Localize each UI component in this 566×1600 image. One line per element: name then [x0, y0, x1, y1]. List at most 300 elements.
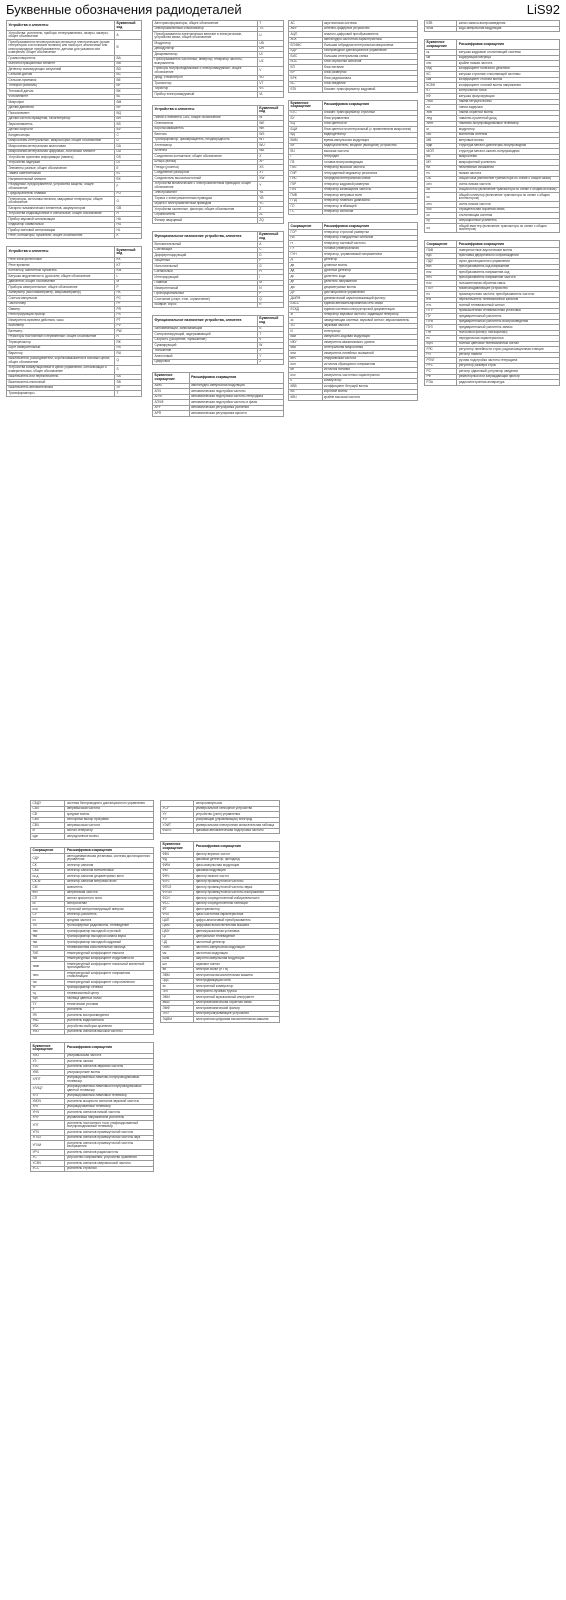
table-cell: ИКУ [289, 340, 323, 346]
table-cell: Y [257, 354, 283, 360]
table-cell: Индикатор символьный [7, 222, 115, 228]
table-row [7, 233, 142, 239]
table-cell: СМ [31, 885, 65, 891]
table-row [7, 197, 142, 206]
table-cell: Вольтметр [7, 323, 115, 329]
table-cell: электронно-лучевая трубка [194, 989, 280, 995]
column-header: Расшифровка сокращения [65, 847, 154, 854]
table-cell: ВУ [289, 143, 323, 149]
column-header: Буквенное сокращение [31, 1043, 65, 1053]
table-cell: кпд [425, 66, 457, 72]
table-cell: МУ [425, 160, 457, 166]
table-cell: СК [31, 863, 65, 869]
table-cell: СБДУ [31, 801, 65, 807]
table-cell: T [257, 332, 283, 338]
table-cell: Выключатель автоматический [7, 385, 115, 391]
table-cell: усилитель сигналов радиочастоты [65, 1150, 154, 1156]
table-cell: сверхвысокая частота [65, 806, 154, 812]
table-cell: ZQ [257, 218, 283, 224]
table-cell: ЦТ [161, 934, 194, 940]
table-cell: температурный коэффициент сопротивления [65, 980, 154, 986]
table-cell: эмос [161, 1000, 194, 1006]
table-cell: D [257, 253, 283, 259]
table-cell: головка универсальная [322, 246, 417, 252]
table-cell: RK [115, 340, 142, 346]
table-cell: тцп [31, 996, 65, 1002]
table-row [161, 828, 280, 834]
table-cell: приставка двухречевого сопровождения [457, 253, 560, 259]
table-cell: сигнал яркостного поля [65, 896, 154, 902]
table-cell: фильтр промежуточной частоты звука [194, 885, 280, 891]
table-cell: ткмп [31, 962, 65, 971]
table-row [153, 32, 284, 41]
table-cell: ФСИ [161, 896, 194, 902]
table-cell: WT [257, 137, 283, 143]
table-cell: Гнездо (розетка) [153, 165, 258, 171]
table-cell: АРЯ [153, 411, 190, 417]
table-cell: универсальное сенсорное устройство [194, 806, 280, 812]
table-cell: сдв [31, 834, 65, 840]
table-cell: SF [115, 385, 142, 391]
table-cell: промышленная телевизионная установка [457, 308, 560, 314]
table-cell: Счетчик импульсов [7, 296, 115, 302]
table-cell: отрицательная обратная связь [457, 207, 560, 213]
table-cell: нч [425, 171, 457, 177]
table-cell: Умножение [153, 348, 258, 354]
table-row [289, 395, 418, 401]
table-cell: ТВ [31, 923, 65, 929]
table-cell: устройство (узел) управления [194, 812, 280, 818]
table-cell: TS [257, 26, 283, 32]
table-cell: BA [115, 56, 142, 62]
table-cell: УЗ [31, 1059, 65, 1065]
table-cell: устройство выборки-хранения [65, 1024, 154, 1030]
table-cell: общая база (включение транзистора по схеме с общей базой) [457, 176, 560, 182]
table-cell: КФ [425, 94, 457, 100]
table-cell: Z [257, 207, 283, 213]
table-cell: УСВЧ [31, 1161, 65, 1167]
table-cell: SA [115, 374, 142, 380]
table-cell: положительная обратная связь [457, 281, 560, 287]
table-cell: управляемый напряжением усилитель [65, 1115, 154, 1121]
table-cell: генератор звуковой частоты; задающий генератор [322, 312, 417, 318]
table-cell: ГПД [289, 198, 323, 204]
table-cell: СУ [31, 912, 65, 918]
table-cell: лппт [425, 121, 457, 127]
table-cell: XW [257, 176, 283, 182]
table-cell: фильтр верхних частот [194, 852, 280, 858]
table-cell: операционный усилитель [457, 218, 560, 224]
table-cell: фильтр нижних частот [194, 874, 280, 880]
table-cell: шим [161, 956, 194, 962]
table-cell: Измерительный [153, 286, 258, 292]
table-cell: FU [115, 191, 142, 197]
table-cell: Г [289, 154, 323, 160]
table-cell: УЛПТ [31, 1075, 65, 1084]
table-cell: PT [115, 318, 142, 324]
table-cell: ксв [425, 77, 457, 83]
table-cell: микрофонный усилитель [457, 160, 560, 166]
table-cell: автоматическая подстройка частоты [189, 389, 283, 395]
table-cell: цветомузыкальная установка [194, 929, 280, 935]
table-cell: частотный детектор [194, 940, 280, 946]
table-cell: амплитудно-частотная характеристика [322, 37, 417, 43]
table-cell: ФИМ [161, 863, 194, 869]
table-cell: Z [257, 359, 283, 365]
table-cell: ЭЦВМ [161, 1017, 194, 1023]
table-cell: КС [425, 72, 457, 78]
table-cell: к [289, 378, 323, 384]
table-cell: унифицированный лампово-полупроводниковый телевизор [65, 1075, 154, 1084]
table-cell: Считающий [153, 247, 258, 253]
table-cell: ГКР [289, 182, 323, 188]
codes-table [152, 20, 284, 98]
table-cell: PF [115, 301, 142, 307]
table-cell: регулятор линейности строк; радиолокационная станция [457, 347, 560, 353]
table-cell: Датчик скорости [7, 127, 115, 133]
table-cell: селектор каналов дециметровых волн [65, 874, 154, 880]
table-cell: кнч [425, 61, 457, 67]
table-cell: ок [425, 193, 457, 202]
table-cell: блокинг-трансформатор кадровый [322, 87, 417, 93]
table-cell: X [257, 154, 283, 160]
table-cell: большая интегральная схема [322, 54, 417, 60]
table-cell: ПТУ [425, 308, 457, 314]
table-cell: твк [31, 940, 65, 946]
table-cell: преобразователь код-напряжение [457, 264, 560, 270]
table-cell: RS [115, 345, 142, 351]
abbreviations-table [30, 847, 154, 1036]
table-cell: трансформатор выходной канала звука [65, 934, 154, 940]
table-cell: МОП [425, 149, 457, 155]
table-cell: общий эмиттер (включение транзистора по схеме с общим эмиттером) [457, 224, 560, 233]
column-header: Расшифровка сокращения [189, 373, 283, 383]
table-row [425, 224, 560, 233]
table-row [153, 92, 284, 98]
table-cell: ручная подстройка частоты гетеродина [457, 358, 560, 364]
table-cell: УКВ [31, 1070, 65, 1076]
table-cell: чм [161, 951, 194, 957]
table-cell: Катушки индуктивности, дроссели; общее обозначение [7, 274, 115, 280]
table-cell: измеритель частотных характеристик [322, 373, 417, 379]
table-cell: Приборы полупроводниковые и электровакуумные; общее обозначение [153, 66, 258, 75]
table-cell: PV [115, 323, 142, 329]
table-cell: ГМВ [289, 193, 323, 199]
table-cell: селектор-усилитель [65, 912, 154, 918]
codes-table [6, 20, 142, 239]
table-cell: генератор тактовой частоты [322, 241, 417, 247]
column-header: Буквенное сокращение [161, 842, 194, 852]
table-cell: твз [31, 934, 65, 940]
table-cell: СВП [31, 817, 65, 823]
table-cell: УЭ [161, 817, 194, 823]
table-cell: единая система конструкторской документации [322, 307, 417, 313]
table-row [31, 1084, 154, 1093]
table-cell: пульт дистанционного управления [457, 259, 560, 265]
table-row [31, 834, 154, 840]
table-cell: генератор высокой частоты [322, 165, 417, 171]
table-cell: генератор, управляемый напряжением [322, 252, 417, 258]
abbreviations-table [30, 800, 154, 840]
table-cell: БИС [289, 54, 323, 60]
table-cell: генератор огибающей [322, 204, 417, 210]
table-cell: СВЧ [31, 806, 65, 812]
table-cell: Шунт измерительный [7, 345, 115, 351]
table-cell: Соединитель высокочастотный [153, 176, 258, 182]
table-header-row [425, 241, 560, 248]
table-cell: BF [115, 83, 142, 89]
table-cell: БС [289, 81, 323, 87]
table-cell: УПТ [31, 1121, 65, 1130]
table-cell: XS [257, 165, 283, 171]
table-cell: Микрофон [7, 100, 115, 106]
table-cell: УНТ [31, 1104, 65, 1110]
table-cell: Антенна [153, 148, 258, 154]
table-cell: UI [257, 52, 283, 58]
table-cell: енч [31, 890, 65, 896]
abbreviations-table [424, 20, 560, 32]
table-cell: видеоусилитель; входное (выходное) устройство [322, 143, 417, 149]
table-cell: ЭЛТ [161, 989, 194, 995]
brand-logo-text: LiS92 [526, 2, 560, 17]
table-cell: цифровая вычислительная машина [194, 923, 280, 929]
table-cell: система беспроводного дистанционного управления [65, 801, 154, 807]
table-cell: Дискриминатор [153, 52, 258, 58]
table-cell: средняя частота [65, 918, 154, 924]
table-cell: Главный [153, 280, 258, 286]
table-cell: Фильтр кварцевый [153, 218, 258, 224]
table-cell: шн [161, 962, 194, 968]
table-cell: онч [425, 182, 457, 188]
table-cell: BP [115, 105, 142, 111]
table-cell: АПЧГ [153, 394, 190, 400]
table-cell: УС [31, 1155, 65, 1161]
table-cell: MA [425, 132, 457, 138]
table-cell: Прибор звуковой сигнализации [7, 217, 115, 223]
table-cell: Терморезистор [7, 340, 115, 346]
table-cell: ПУВ [425, 319, 457, 325]
table-cell: И [289, 329, 323, 335]
table-cell: инфранизкая частота [322, 356, 417, 362]
table-row [425, 26, 560, 32]
table-cell: фильтр промежуточной частоты [194, 879, 280, 885]
table-cell: BD [115, 67, 142, 73]
table-cell: широтно-импульсная модуляция [194, 956, 280, 962]
table-cell: Генераторы, источники питания, кварцевые генераторы; общее обозначение [7, 197, 115, 206]
table-cell: коммутатор [322, 378, 417, 384]
table-cell: унифицированный ламповый полупроводниковый цветной телевизор [65, 1084, 154, 1093]
column-header: Буквенное сокращение [425, 40, 457, 50]
table-cell: DA [115, 144, 142, 150]
column-header: Буквенный код [115, 21, 142, 31]
table-cell: ГУН [289, 252, 323, 258]
table-cell: блок управления [322, 116, 417, 122]
table-cell: Диод, стабилитрон [153, 75, 258, 81]
table-cell: трансформатор выходной строчный [65, 929, 154, 935]
table-cell: пч [425, 292, 457, 298]
table-row [289, 209, 418, 215]
table-cell: кодо-импульсная модуляция [457, 26, 560, 32]
table-cell: температурный коэффициент емкости [65, 951, 154, 957]
table-cell: РЭА [425, 380, 457, 386]
column-5 [30, 800, 154, 1176]
table-cell: КВ [289, 389, 323, 395]
table-cell: сверхнизкая частота [65, 890, 154, 896]
abbreviations-table [160, 841, 280, 1023]
table-cell: УСС [31, 1166, 65, 1172]
table-cell: UR [257, 46, 283, 52]
table-cell: синхросигнал [65, 901, 154, 907]
table-cell: T [115, 391, 142, 397]
table-cell: Приборы измерительные; общее обозначение [7, 285, 115, 291]
table-cell: дв [289, 263, 323, 269]
column-header: Устройства и элементы [7, 247, 115, 257]
table-cell: ГВ [289, 160, 323, 166]
table-cell: Тиристор [153, 86, 258, 92]
table-cell: таблица цветных полос [65, 996, 154, 1002]
table-cell: Трансформаторы [7, 391, 115, 397]
table-cell: регистр памяти [457, 352, 560, 358]
table-cell: Демодулятор [153, 46, 258, 52]
table-cell: БР [289, 70, 323, 76]
table-cell: Микросхема интегральная цифровая, логический элемент [7, 149, 115, 155]
column-header: Сокращение [289, 223, 323, 230]
table-cell: Конденсаторы [7, 133, 115, 139]
table-cell: эв [161, 967, 194, 973]
table-cell: ультракороткие волны [65, 1070, 154, 1076]
table-cell: температурный коэффициент индуктивности [65, 956, 154, 962]
table-cell: BB [115, 61, 142, 67]
table-cell: БТК [289, 87, 323, 93]
table-cell: гсс [289, 235, 323, 241]
table-cell: Элементы разные; общее обозначение [7, 166, 115, 172]
table-cell: БЦ [289, 121, 323, 127]
table-cell: эк [161, 984, 194, 990]
table-cell: регулятор размера строк [457, 363, 560, 369]
table-row [289, 87, 418, 93]
table-cell: телевизионный центр [65, 991, 154, 997]
table-cell: отклоняющая система [457, 213, 560, 219]
table-cell: БОС [289, 59, 323, 65]
table-cell: Сельсин-датчик [7, 72, 115, 78]
table-cell: сигнал-генератор [65, 828, 154, 834]
table-cell: ВД [289, 132, 323, 138]
table-cell: C [115, 133, 142, 139]
table-cell: АФУ [289, 26, 323, 32]
table-cell: селектор каналов [65, 863, 154, 869]
table-cell: УВЧ [31, 1053, 65, 1059]
table-cell: Вспомогательный [153, 242, 258, 248]
table-cell: КТ [425, 88, 457, 94]
page-title: Буквенные обозначения радиодеталей [6, 2, 242, 17]
table-cell: пдс [425, 253, 457, 259]
table-cell: Q [257, 297, 283, 303]
table-cell: трансформатор сетевой [65, 985, 154, 991]
table-cell: Дифференцирующий [153, 253, 258, 259]
column-4 [424, 20, 560, 390]
table-cell: блок питания [322, 65, 417, 71]
table-cell: Вентиль [153, 132, 258, 138]
table-cell: очень низкая частота [457, 182, 560, 188]
table-cell: Фотоэлемент [7, 94, 115, 100]
table-row [31, 971, 154, 980]
table-cell: тс [31, 985, 65, 991]
table-cell: Регистрирующий прибор [7, 312, 115, 318]
table-cell: ЦАП [161, 918, 194, 924]
table-cell: фазовая автоматическая подстройка частоты [194, 828, 280, 834]
table-cell: R [257, 302, 283, 308]
table-cell: телевизионная испытательная таблица [65, 945, 154, 951]
table-cell: F [115, 182, 142, 191]
table-cell: Выключатели, разъединители, короткозамыкатели в силовых цепях; общее обозначение [7, 356, 115, 365]
table-cell: UB [257, 41, 283, 47]
column-header: Сокращение [31, 847, 65, 854]
table-cell: ПДУ [425, 259, 457, 265]
table-cell: BM [115, 100, 142, 106]
table-cell: лов [425, 110, 457, 116]
table-cell: предварительный усилитель записи [457, 325, 560, 331]
table-cell: ФПЧЗ [161, 885, 194, 891]
table-cell: АПЧ [153, 389, 190, 395]
table-row [7, 31, 142, 40]
table-cell: блокинг-трансформатор строчный [322, 110, 417, 116]
table-cell: Соединение разборное [153, 170, 258, 176]
table-row [153, 218, 284, 224]
table-cell: синхроимпульсов [194, 801, 280, 807]
table-cell: источник питания [322, 367, 417, 373]
table-cell: тропосферные радиоволны, телевидение [65, 923, 154, 929]
table-cell: автоматическая регулировка яркости [189, 411, 283, 417]
table-cell: Муфта с электромагнитным приводом [153, 201, 258, 207]
table-cell: сенсорный выбор программ [65, 817, 154, 823]
table-cell: Возврат, сброс [153, 302, 258, 308]
table-cell: P [115, 285, 142, 291]
table-cell: ZL [257, 212, 283, 218]
table-cell: структура металл-окисел-полупроводник [457, 149, 560, 155]
column-header: Расшифровка сокращения [322, 100, 417, 110]
table-cell: унифицированный ламповый телевизор [65, 1093, 154, 1099]
column-header: Буквенный код [257, 316, 283, 326]
table-cell: делитель напряжения [322, 279, 417, 285]
table-cell: центральное телевидение [194, 934, 280, 940]
column-header: Буквенный код [257, 105, 283, 115]
table-cell: KK [115, 257, 142, 263]
table-cell: микросхема [457, 154, 560, 160]
table-cell: РЛС [425, 347, 457, 353]
table-row [7, 40, 142, 56]
table-cell: РП [425, 352, 457, 358]
table-cell: W [257, 343, 283, 349]
table-cell: ои [425, 187, 457, 193]
table-cell: фототранзистор [194, 907, 280, 913]
table-header-row [31, 1043, 154, 1053]
table-cell: УНУ [31, 1115, 65, 1121]
table-cell: гетеродинный индикатор резонанса [322, 171, 417, 177]
table-cell: общий коллектор (включение транзистора по схеме с общим коллектором) [457, 193, 560, 202]
table-cell: лпд [425, 116, 457, 122]
table-cell: имс [289, 345, 323, 351]
codes-table [152, 105, 284, 224]
table-cell: Преобразователи электрических величин в электрические, устройства связи; общее обозначение [153, 32, 258, 41]
table-cell: ППУ [425, 286, 457, 292]
table-cell: Модулятор [153, 41, 258, 47]
table-cell: УУ [161, 812, 194, 818]
table-cell: КВЧ [289, 395, 323, 401]
table-cell: Соединения контактные; общее обозначение [153, 154, 258, 160]
table-cell: Устройства индикационные и сигнальные; общее обозначение [7, 211, 115, 217]
table-cell: генератор стандартных сигналов [322, 235, 417, 241]
table-cell: Ответвитель [153, 121, 258, 127]
